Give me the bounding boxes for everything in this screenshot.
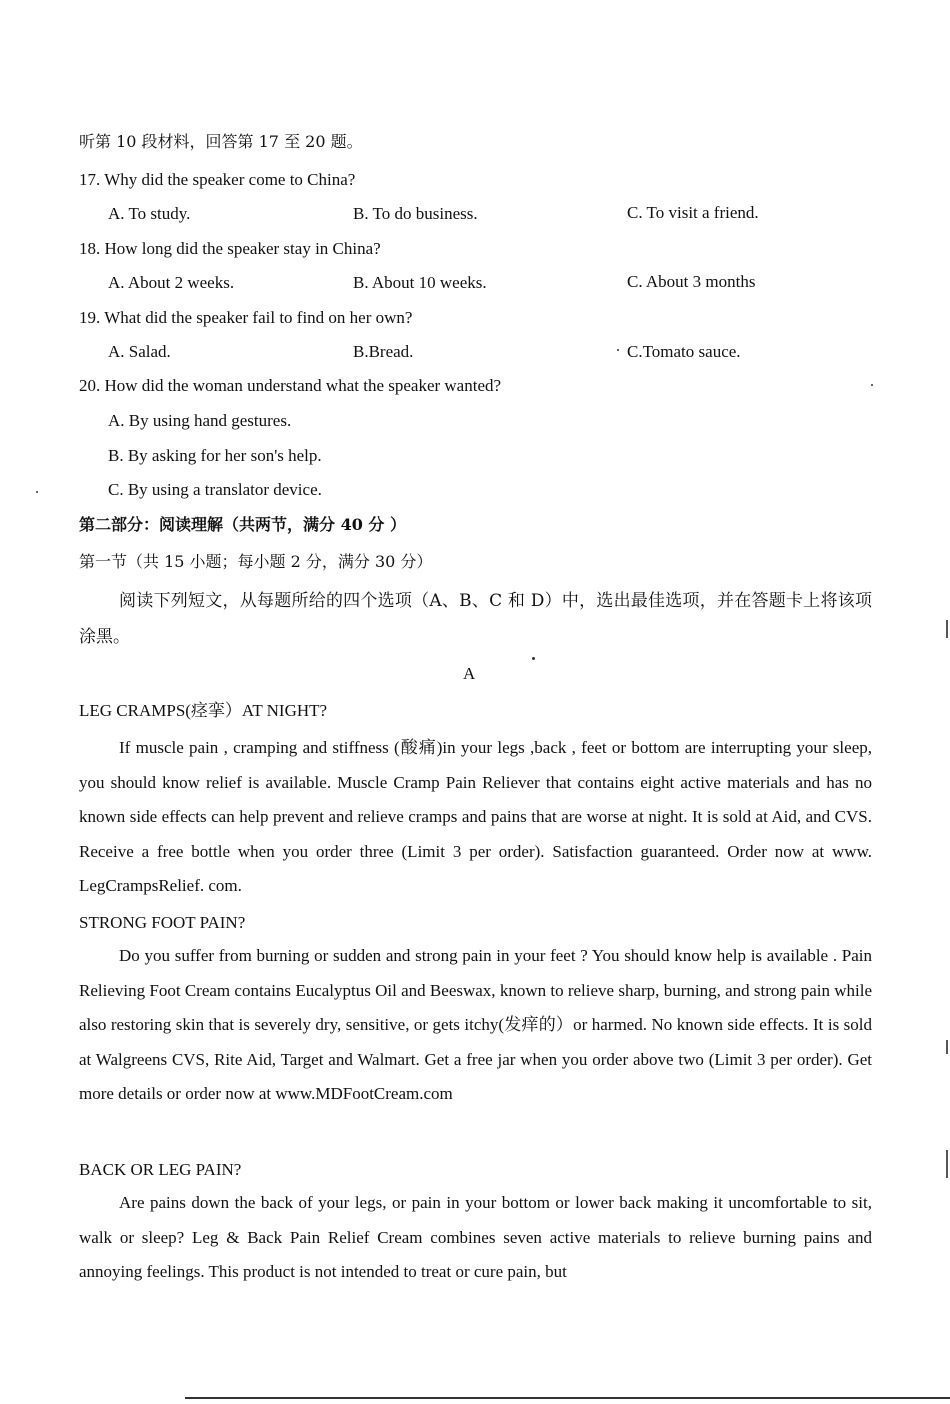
listening-instruction: 听第 10 段材料，回答第 17 至 20 题。 [79,132,363,151]
section-one-title: 第一节（共 15 小题；每小题 2 分，满分 30 分） [79,552,433,571]
question-17-option-a: A. To study. [108,204,191,223]
question-20-option-b: B. By asking for her son's help. [108,446,322,465]
question-17-option-c: C. To visit a friend. [627,203,759,222]
bottom-rule [185,1397,950,1399]
question-19-option-a: A. Salad. [108,342,171,361]
question-20-stem: 20. How did the woman understand what the speaker wanted? [79,376,502,395]
question-18-option-c: C. About 3 months [627,272,756,291]
ad-1-heading: LEG CRAMPS(痉挛）AT NIGHT? [79,701,328,720]
question-17-stem: 17. Why did the speaker come to China? [79,170,356,189]
scan-speck [532,657,535,660]
ad-3-body: Are pains down the back of your legs, or pain in your bottom or lower back making it uncomfortable to sit, walk or sleep? Leg & Back Pain Relief Cream combines seven active materials to relieve burning pains and annoying feelings. This product is not intended to treat or cure pain, but [79,1193,872,1282]
question-20-option-c: C. By using a translator device. [108,480,322,499]
scan-edge-mark [946,620,948,638]
ad-2-body: Do you suffer from burning or sudden and strong pain in your feet ? You should know help is available . Pain Relieving Foot Cream contains Eucalyptus Oil and Beeswax, known to relieve sharp, burning, and strong pain while also restoring skin that is severely dry, sensitive, or gets itchy(发痒的）or harmed. No known side effects. It is sold at Walgreens CVS, Rite Aid, Target and Walmart. Get a free jar when you order above two (Limit 3 per order). Get more details or order now at www.MDFootCream.com [79,946,872,1104]
question-20-option-a: A. By using hand gestures. [108,411,292,430]
scan-speck [36,491,38,493]
question-18-option-a: A. About 2 weeks. [108,273,235,292]
question-17-option-b: B. To do business. [353,204,478,223]
part-two-title: 第二部分：阅读理解（共两节，满分 40 分 ） [79,515,406,534]
question-19-option-c: C.Tomato sauce. [627,342,741,361]
question-18-stem: 18. How long did the speaker stay in China? [79,239,381,258]
question-19-option-b: B.Bread. [353,342,414,361]
scan-speck [871,384,873,386]
scan-speck [617,349,619,351]
scan-edge-mark [946,1040,948,1054]
question-18-option-b: B. About 10 weeks. [353,273,487,292]
ad-1-body: If muscle pain , cramping and stiffness (酸痛)in your legs ,back , feet or bottom are interrupting your sleep, you should know relief is available. Muscle Cramp Pain Reliever that contains eight active materials and has no known side effects can help prevent and relieve cramps and pains that are worse at night. It is sold at Aid, and CVS. Receive a free bottle when you order three (Limit 3 per order). Satisfaction guaranteed. Order now at www. LegCrampsRelief. com. [79,738,872,896]
ad-3-heading: BACK OR LEG PAIN? [79,1160,242,1179]
ad-2-heading: STRONG FOOT PAIN? [79,913,246,932]
scan-edge-mark [946,1150,948,1178]
passage-letter: A [463,664,476,683]
reading-instruction: 阅读下列短文，从每题所给的四个选项（A、B、C 和 D）中，选出最佳选项，并在答题卡上将该项涂黑。 [79,591,872,647]
question-19-stem: 19. What did the speaker fail to find on her own? [79,308,413,327]
